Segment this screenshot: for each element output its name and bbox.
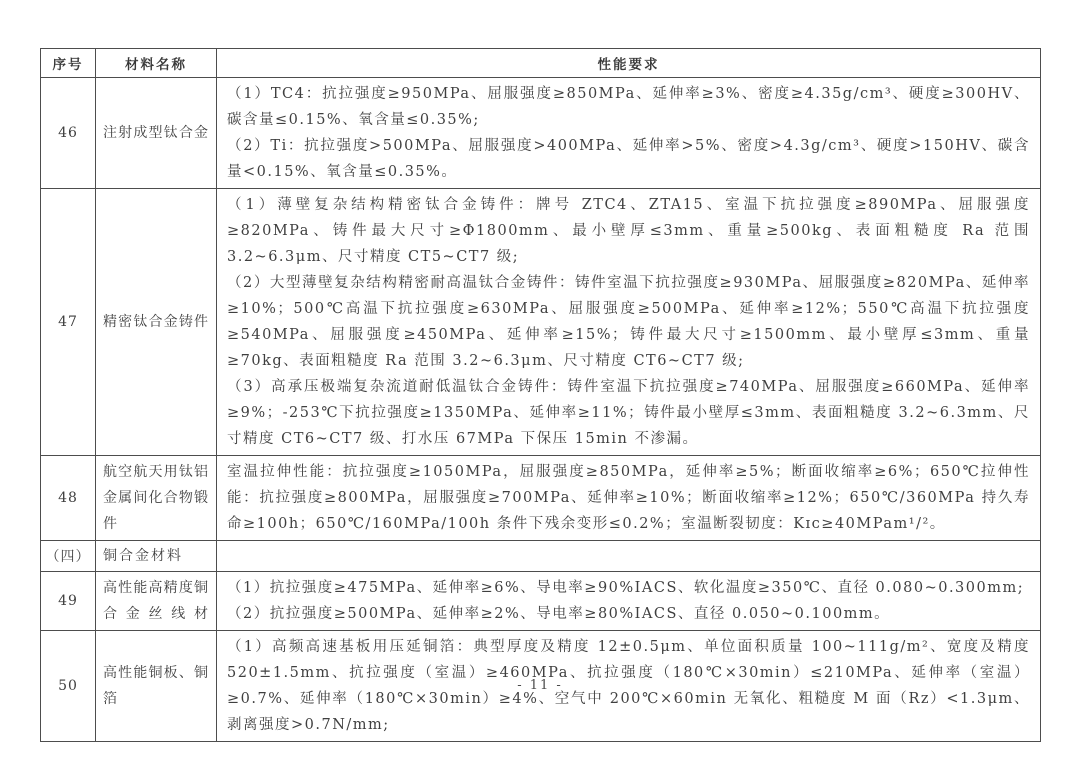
serial-number-cell: 48 [41,456,96,541]
page-number: - 11 - [517,678,563,693]
table-body [41,78,1041,742]
material-row [41,189,1041,456]
material-name-cell: 航空航天用钛铝金属间化合物锻件 [96,456,217,541]
col-header-serial: 序号 [41,49,96,78]
serial-number-cell: （四） [41,541,96,572]
serial-number-cell: 49 [41,572,96,631]
table-header [41,49,1041,78]
requirements-cell [217,572,1041,631]
requirement-paragraph: （2）抗拉强度≥500MPa、延伸率≥2%、导电率≥80%IACS、直径 0.050~0.100mm。 [227,606,891,622]
requirement-paragraph: （1）抗拉强度≥475MPa、延伸率≥6%、导电率≥90%IACS、软化温度≥350℃、直径 0.080~0.300mm; [227,580,1025,596]
serial-number-cell: 47 [41,189,96,456]
requirement-paragraph: （1）高频高速基板用压延铜箔：典型厚度及精度 12±0.5μm、单位面积质量 100~111g/m²、宽度及精度 520±1.5mm、抗拉强度（室温）≥460MPa、抗拉强度（180℃×30min）≤210MPa、延伸率（室温）≥0.7%、延伸率（180℃×30min）≥4%、空气中 200℃×60min 无氧化、粗糙度 M 面（Rz）<1.3μm、剥离强度>0.7N/mm; [227,639,1030,733]
header-row [41,49,1041,78]
serial-number-cell: 50 [41,631,96,742]
requirement-paragraph: （2）大型薄壁复杂结构精密耐高温钛合金铸件：铸件室温下抗拉强度≥930MPa、屈服强度≥820MPa、延伸率≥10%；500℃高温下抗拉强度≥630MPa、屈服强度≥500MPa、延伸率≥12%；550℃高温下抗拉强度≥540MPa、屈服强度≥450MPa、延伸率≥15%；铸件最大尺寸≥1500mm、最小壁厚≤3mm、重量≥70kg、表面粗糙度 Ra 范围 3.2~6.3μm、尺寸精度 CT6~CT7 级; [227,275,1030,369]
requirements-cell [217,189,1041,456]
material-row [41,572,1041,631]
materials-table [40,48,1041,742]
requirements-cell [217,78,1041,189]
requirements-cell [217,456,1041,541]
requirement-paragraph: （3）高承压极端复杂流道耐低温钛合金铸件：铸件室温下抗拉强度≥740MPa、屈服强度≥660MPa、延伸率≥9%；-253℃下抗拉强度≥1350MPa、延伸率≥11%；铸件最小壁厚≤3mm、表面粗糙度 3.2~6.3mm、尺寸精度 CT6~CT7 级、打水压 67MPa 下保压 15min 不渗漏。 [227,379,1030,447]
requirements-cell [217,541,1041,572]
material-name-cell: 高性能高精度铜合金丝线材 [96,572,217,631]
requirement-paragraph: （1）TC4：抗拉强度≥950MPa、屈服强度≥850MPa、延伸率≥3%、密度≥4.35g/cm³、硬度≥300HV、碳含量≤0.15%、氧含量≤0.35%; [227,86,1030,128]
material-row [41,78,1041,189]
requirement-paragraph: （2）Ti：抗拉强度>500MPa、屈服强度>400MPa、延伸率>5%、密度>4.3g/cm³、硬度>150HV、碳含量<0.15%、氧含量≤0.35%。 [227,138,1030,180]
material-row [41,456,1041,541]
material-name-cell: 注射成型钛合金 [96,78,217,189]
material-name-cell: 铜合金材料 [96,541,217,572]
col-header-material-name: 材料名称 [96,49,217,78]
material-name-cell: 高性能铜板、铜箔 [96,631,217,742]
material-name-cell: 精密钛合金铸件 [96,189,217,456]
col-header-performance-requirements: 性能要求 [217,49,1041,78]
requirement-paragraph: （1）薄壁复杂结构精密钛合金铸件：牌号 ZTC4、ZTA15、室温下抗拉强度≥890MPa、屈服强度≥820MPa、铸件最大尺寸≥Φ1800mm、最小壁厚≤3mm、重量≥500kg、表面粗糙度 Ra 范围 3.2~6.3μm、尺寸精度 CT5~CT7 级; [227,197,1030,265]
requirement-paragraph: 室温拉伸性能：抗拉强度≥1050MPa，屈服强度≥850MPa，延伸率≥5%；断面收缩率≥6%；650℃拉伸性能：抗拉强度≥800MPa，屈服强度≥700MPa、延伸率≥10%；断面收缩率≥12%；650℃/360MPa 持久寿命≥100h；650℃/160MPa/100h 条件下残余变形≤0.2%；室温断裂韧度：Kɪᴄ≥40MPam¹/²。 [227,464,1030,532]
section-row [41,541,1041,572]
serial-number-cell: 46 [41,78,96,189]
